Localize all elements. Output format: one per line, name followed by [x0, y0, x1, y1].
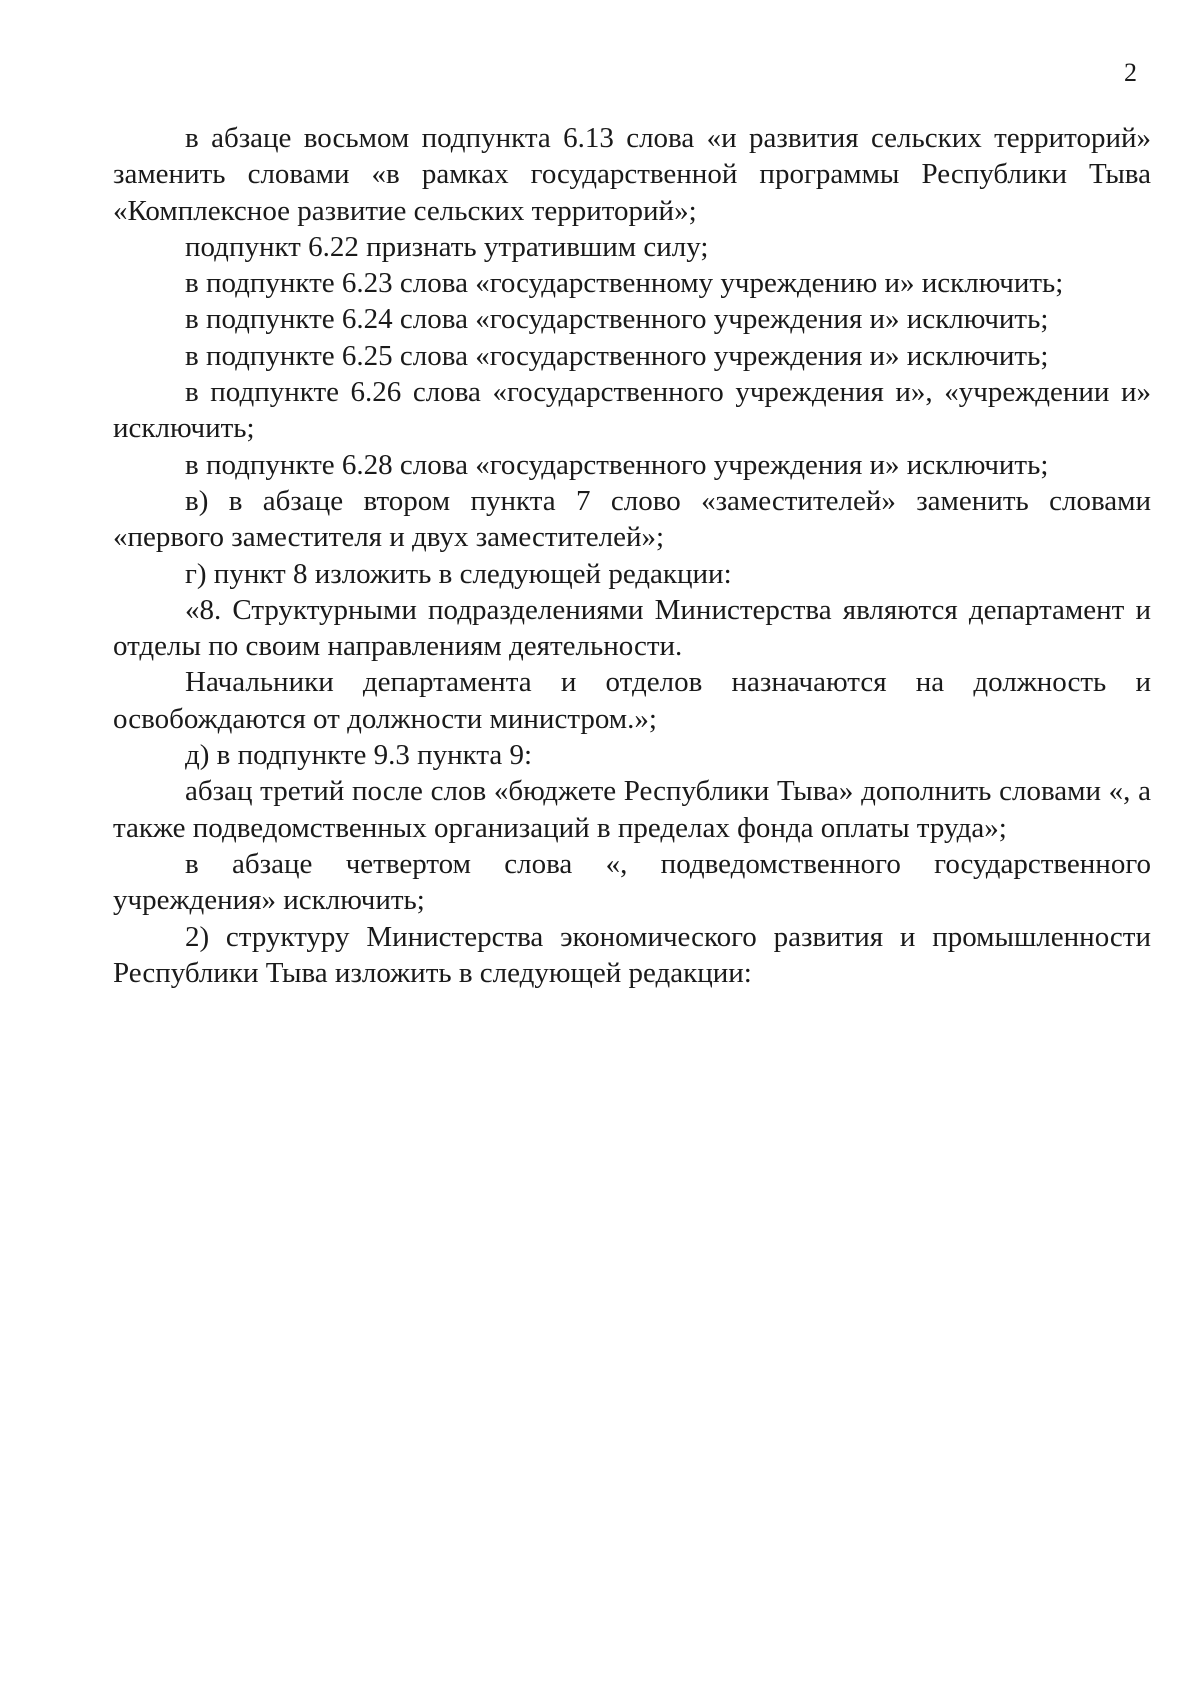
paragraph: Начальники департамента и отделов назначаются на должность и освобождаются от должности министром.»; — [113, 666, 1151, 735]
paragraph: в подпункте 6.23 слова «государственному учреждению и» исключить; — [185, 267, 1064, 300]
paragraph: абзац третий после слов «бюджете Республики Тыва» дополнить словами «, а также подведомственных организаций в пределах фонда оплаты труда»; — [113, 775, 1151, 844]
paragraph: 2) структуру Министерства экономического развития и промышленности Республики Тыва изложить в следующей редакции: — [113, 920, 1151, 989]
paragraph: д) в подпункте 9.3 пункта 9: — [185, 739, 533, 772]
paragraph: в) в абзаце втором пункта 7 слово «заместителей» заменить словами «первого заместителя и двух заместителей»; — [113, 484, 1151, 554]
paragraph: в подпункте 6.25 слова «государственного учреждения и» исключить; — [185, 339, 1049, 372]
paragraph: в абзаце четвертом слова «, подведомственного государственного учреждения» исключить; — [113, 847, 1151, 917]
paragraph: в абзаце восьмом подпункта 6.13 слова «и развития сельских территорий» заменить словами «в рамках государственной программы Республики Тыва «Комплексное развитие сельских территорий»; — [113, 122, 1151, 227]
document-body — [113, 120, 1151, 991]
page-number: 2 — [1124, 58, 1137, 87]
paragraph: г) пункт 8 изложить в следующей редакции: — [185, 557, 732, 590]
paragraph: подпункт 6.22 признать утратившим силу; — [185, 230, 709, 263]
paragraph: в подпункте 6.24 слова «государственного учреждения и» исключить; — [185, 303, 1049, 336]
paragraph: «8. Структурными подразделениями Министерства являются департамент и отделы по своим направлениям деятельности. — [113, 593, 1151, 663]
paragraph: в подпункте 6.28 слова «государственного учреждения и» исключить; — [185, 448, 1049, 481]
paragraph: в подпункте 6.26 слова «государственного учреждения и», «учреждении и» исключить; — [113, 376, 1151, 445]
